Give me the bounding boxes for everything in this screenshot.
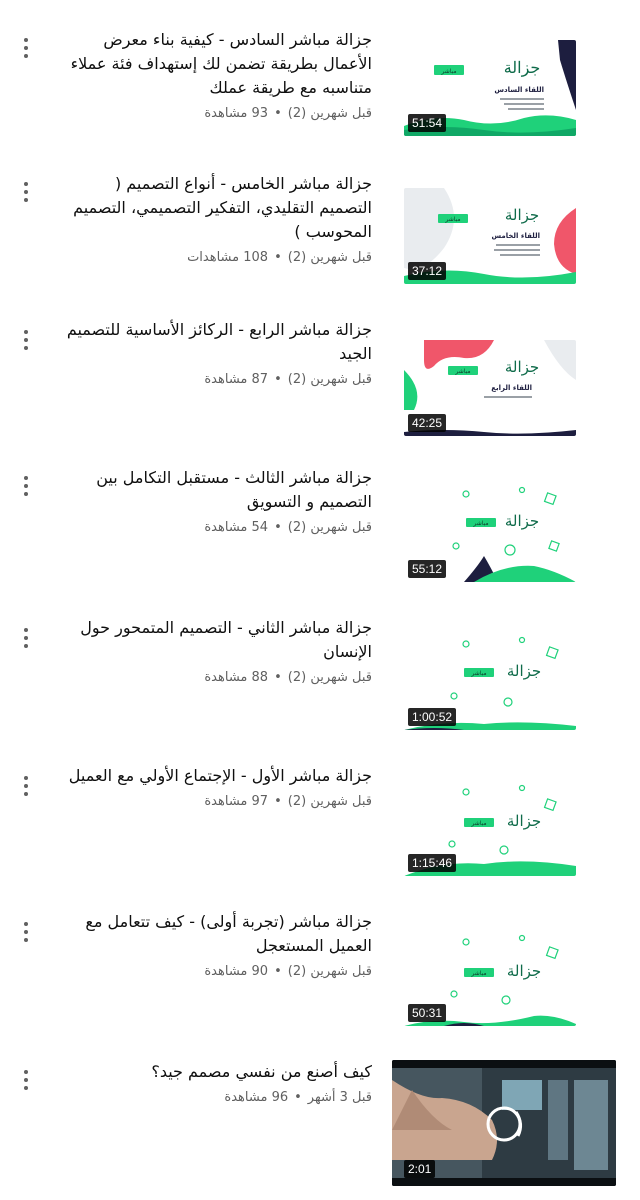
video-title[interactable]: جزالة مباشر الرابع - الركائز الأساسية للتصميم الجيد	[66, 320, 372, 363]
video-meta: قبل شهرين (2)•93 مشاهدة	[204, 106, 372, 121]
video-age: قبل شهرين (2)	[287, 520, 372, 535]
video-meta: قبل شهرين (2)•88 مشاهدة	[204, 670, 372, 685]
video-duration: 42:25	[408, 414, 446, 432]
video-duration: 55:12	[408, 560, 446, 578]
video-views: 54 مشاهدة	[204, 520, 269, 535]
video-title[interactable]: كيف أصنع من نفسي مصمم جيد؟	[151, 1062, 372, 1081]
video-duration: 37:12	[408, 262, 446, 280]
video-duration: 1:15:46	[408, 854, 456, 872]
thumb-logo: جزالة	[504, 358, 540, 376]
video-meta: قبل شهرين (2)•54 مشاهدة	[204, 520, 372, 535]
video-thumbnail[interactable]	[404, 40, 576, 136]
video-meta: قبل 3 أشهر•96 مشاهدة	[224, 1090, 372, 1105]
thumb-tag: مباشر	[445, 216, 461, 223]
video-title[interactable]: جزالة مباشر الأول - الإجتماع الأولي مع العميل	[68, 766, 372, 785]
more-vert-icon[interactable]	[14, 912, 38, 952]
more-vert-icon[interactable]	[14, 28, 38, 68]
video-meta: قبل شهرين (2)•108 مشاهدات	[187, 250, 372, 265]
thumb-tag: مباشر	[441, 68, 457, 75]
thumb-tag: مباشر	[471, 970, 487, 977]
video-age: قبل 3 أشهر	[307, 1090, 372, 1105]
video-views: 96 مشاهدة	[224, 1090, 289, 1105]
video-age: قبل شهرين (2)	[287, 106, 372, 121]
thumb-tag: مباشر	[455, 368, 471, 375]
video-thumbnail[interactable]	[404, 930, 576, 1026]
video-duration: 1:00:52	[408, 708, 456, 726]
more-vert-icon[interactable]	[14, 1060, 38, 1100]
more-vert-icon[interactable]	[14, 320, 38, 360]
thumb-heading: اللقاء السادس	[494, 86, 544, 94]
video-duration: 50:31	[408, 1004, 446, 1022]
video-thumbnail[interactable]	[404, 188, 576, 284]
thumb-tag: مباشر	[471, 670, 487, 677]
thumb-logo: جزالة	[506, 812, 542, 830]
video-age: قبل شهرين (2)	[287, 670, 372, 685]
video-views: 93 مشاهدة	[204, 106, 269, 121]
video-views: 88 مشاهدة	[204, 670, 269, 685]
video-meta: قبل شهرين (2)•97 مشاهدة	[204, 794, 372, 809]
thumb-logo: جزالة	[504, 206, 540, 224]
thumb-heading: اللقاء الرابع	[491, 384, 532, 392]
video-views: 87 مشاهدة	[204, 372, 269, 387]
thumb-logo: جزالة	[506, 962, 542, 980]
video-views: 97 مشاهدة	[204, 794, 269, 809]
video-thumbnail[interactable]	[404, 780, 576, 876]
video-duration: 2:01	[404, 1160, 435, 1178]
more-vert-icon[interactable]	[14, 172, 38, 212]
thumb-logo: جزالة	[503, 58, 541, 77]
video-title[interactable]: جزالة مباشر السادس - كيفية بناء معرض الأعمال بطريقة تضمن لك إستهداف فئة عملاء متناسبه مع طريقة عملك	[70, 30, 372, 97]
thumb-logo: جزالة	[506, 662, 542, 680]
video-age: قبل شهرين (2)	[287, 964, 372, 979]
video-age: قبل شهرين (2)	[287, 372, 372, 387]
video-meta: قبل شهرين (2)•87 مشاهدة	[204, 372, 372, 387]
more-vert-icon[interactable]	[14, 618, 38, 658]
video-title[interactable]: جزالة مباشر الثالث - مستقبل التكامل بين التصميم و التسويق	[96, 468, 372, 511]
thumb-tag: مباشر	[473, 520, 489, 527]
video-thumbnail[interactable]	[404, 486, 576, 582]
video-age: قبل شهرين (2)	[287, 794, 372, 809]
video-thumbnail[interactable]	[404, 340, 576, 436]
more-vert-icon[interactable]	[14, 766, 38, 806]
video-thumbnail[interactable]	[404, 634, 576, 730]
video-views: 90 مشاهدة	[204, 964, 269, 979]
video-title[interactable]: جزالة مباشر (تجربة أولى) - كيف تتعامل مع العميل المستعجل	[85, 912, 372, 955]
video-title[interactable]: جزالة مباشر الثاني - التصميم المتمحور حول الإنسان	[80, 618, 372, 661]
video-thumbnail[interactable]	[392, 1060, 616, 1186]
video-views: 108 مشاهدات	[187, 250, 269, 265]
video-meta: قبل شهرين (2)•90 مشاهدة	[204, 964, 372, 979]
thumb-tag: مباشر	[471, 820, 487, 827]
more-vert-icon[interactable]	[14, 466, 38, 506]
video-duration: 51:54	[408, 114, 446, 132]
thumb-heading: اللقاء الخامس	[491, 232, 540, 240]
thumb-logo: جزالة	[504, 512, 540, 530]
video-age: قبل شهرين (2)	[287, 250, 372, 265]
video-title[interactable]: جزالة مباشر الخامس - أنواع التصميم ( التصميم التقليدي، التفكير التصميمي، التصميم المحوسب )	[73, 174, 372, 241]
